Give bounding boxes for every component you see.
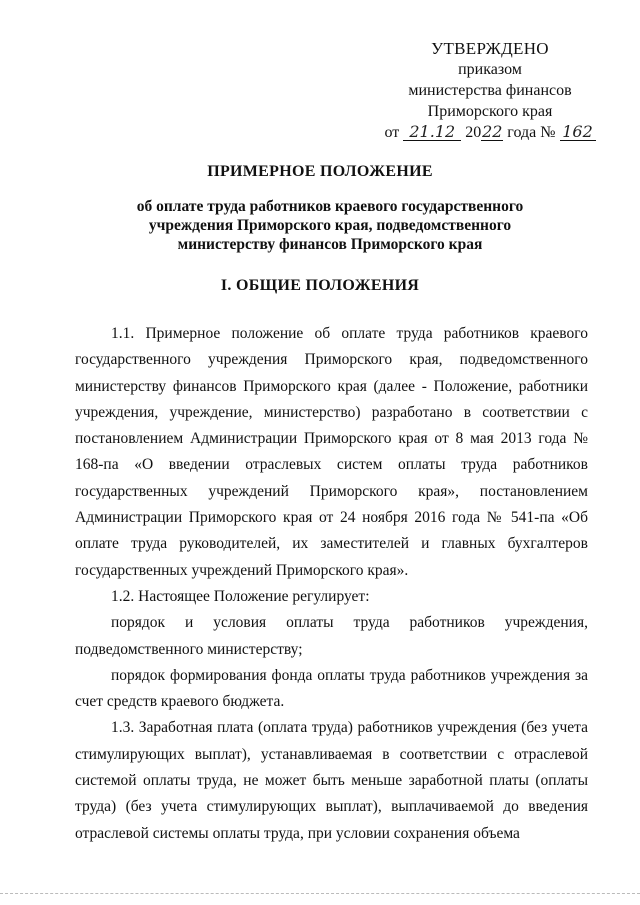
paragraph: порядок формирования фонда оплаты труда работников учреждения за счет средств краевого бюджета. <box>75 666 588 711</box>
paragraph: 1.1. Примерное положение об оплате труда работников краевого государственного учреждения Приморского края, подведомственного министерству финансов Приморского края (далее - Положение, работники учреждения, учреждение, министерство) разработано в соответствии с постановлением Администрации Приморского края от 8 мая 2013 года № 168-па «О введении отраслевых систем оплаты труда работников государственных учреждений Приморского края», постановлением Администрации Приморского края от 24 ноября 2016 года № 541-па «Об оплате труда руководителей, их заместителей и главных бухгалтеров государственных учреждений Приморского края». <box>75 325 588 579</box>
paragraph: 1.2. Настоящее Положение регулирует: <box>111 587 370 605</box>
section-heading: I. ОБЩИЕ ПОЛОЖЕНИЯ <box>220 277 420 294</box>
subtitle-line: об оплате труда работников краевого государственного <box>136 198 524 215</box>
page-bottom-divider <box>0 893 640 895</box>
subtitle-line: учреждения Приморского края, подведомственного <box>148 217 512 234</box>
approval-line-ministry: министерства финансов <box>408 82 572 99</box>
order-year-prefix: 20 <box>465 124 482 141</box>
approval-heading: УТВЕРЖДЕНО <box>431 39 549 58</box>
subtitle-line: министерству финансов Приморского края <box>177 236 483 253</box>
order-reference <box>380 122 600 143</box>
order-year-suffix: года № <box>507 124 556 141</box>
document-body <box>75 321 588 847</box>
document-subtitle <box>130 197 530 254</box>
order-date-handwritten: 21.12 <box>403 124 461 141</box>
approval-line-region: Приморского края <box>427 103 553 120</box>
paragraph: 1.3. Заработная плата (оплата труда) работников учреждения (без учета стимулирующих выплат), устанавливаемая в соответствии с отраслевой системой оплаты труда, не может быть меньше заработной платы (оплаты труда) (без учета стимулирующих выплат), выплачиваемой до введения отраслевой системы оплаты труда, при условии сохранения объема <box>75 719 588 842</box>
approval-stamp <box>380 38 600 143</box>
approval-line-order: приказом <box>458 61 522 78</box>
order-prefix: от <box>384 124 400 141</box>
order-number-handwritten: 162 <box>560 124 596 141</box>
paragraph: порядок и условия оплаты труда работников учреждения, подведомственного министерству; <box>75 614 588 658</box>
order-year-handwritten: 22 <box>482 122 503 141</box>
document-title: ПРИМЕРНОЕ ПОЛОЖЕНИЕ <box>207 163 433 180</box>
